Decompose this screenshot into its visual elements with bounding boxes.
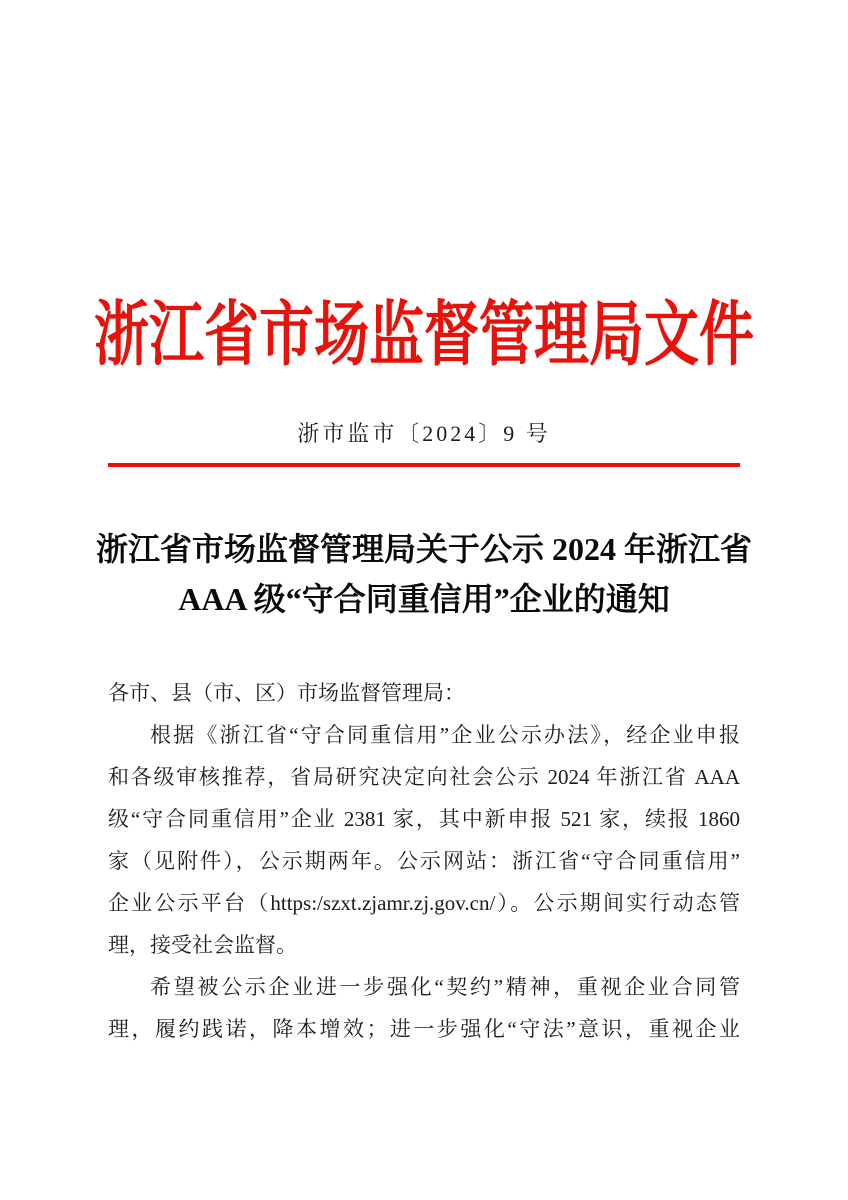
document-body (108, 672, 740, 1050)
body-line: 级“守合同重信用”企业 2381 家，其中新申报 521 家，续报 1860 (108, 807, 740, 831)
notice-title-line1: 浙江省市场监督管理局关于公示 2024 年浙江省 (95, 531, 752, 567)
notice-title-line2: AAA 级“守合同重信用”企业的通知 (178, 581, 670, 617)
body-line: 家（见附件），公示期两年。公示网站：浙江省“守合同重信用” (108, 849, 740, 873)
body-line: 理，履约践诺，降本增效；进一步强化“守法”意识，重视企业 (108, 1017, 740, 1041)
body-line: 理，接受社会监督。 (108, 933, 297, 957)
body-line: 企业公示平台（https:/szxt.zjamr.zj.gov.cn/）。公示期间实行动态管 (108, 891, 740, 915)
notice-title (0, 524, 848, 624)
doc-number: 浙市监市〔2024〕9 号 (297, 421, 551, 446)
letterhead-title: 浙江省市场监督管理局文件 (93, 296, 754, 375)
body-line: 希望被公示企业进一步强化“契约”精神，重视企业合同管 (150, 975, 740, 999)
body-line: 各市、县（市、区）市场监督管理局： (108, 681, 465, 705)
body-line: 和各级审核推荐，省局研究决定向社会公示 2024 年浙江省 AAA (108, 765, 740, 789)
body-line: 根据《浙江省“守合同重信用”企业公示办法》，经企业申报 (150, 723, 740, 747)
red-divider-rule (108, 463, 740, 467)
